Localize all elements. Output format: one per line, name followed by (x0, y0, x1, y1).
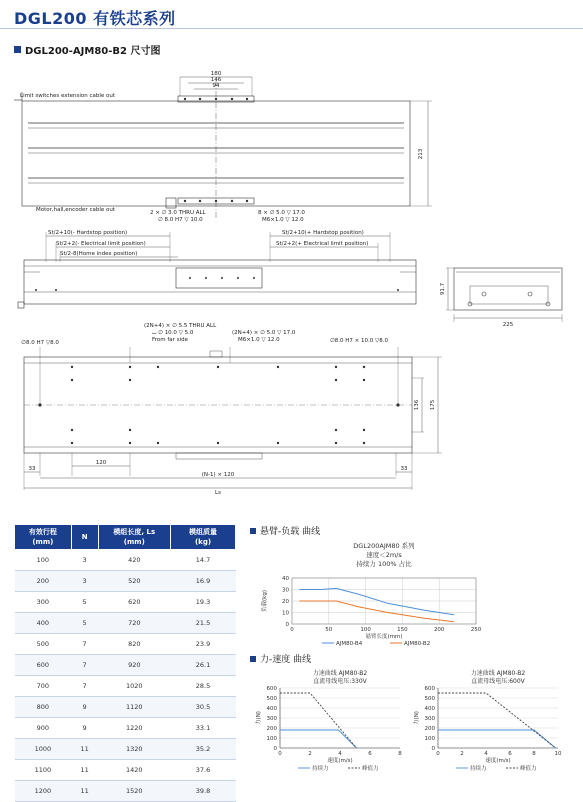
x-tick-label: 50 (325, 627, 333, 633)
table-row (15, 676, 236, 697)
title-divider (0, 28, 583, 29)
note-hole-1b: ∅ 8.0 H7 ▽ 10.0 (158, 217, 203, 223)
label-elec-left: St/2+2(- Electrical limit position) (56, 241, 146, 247)
dim-33-right: 33 (400, 466, 408, 472)
x-tick-label: 8 (398, 751, 402, 757)
x-axis-label: 速度(m/s) (327, 758, 353, 764)
dim-225: 225 (502, 322, 514, 328)
chart-subtitle: 速度＜2m/s (366, 551, 402, 559)
cantilever-heading (250, 524, 320, 537)
chart-subtitle: 持续力 100% 占比 (356, 560, 412, 568)
note-base-far-a: (2N+4) × ∅ 5.5 THRU ALL (144, 323, 217, 329)
y-tick-label: 200 (424, 726, 435, 732)
table-cell: 11 (71, 781, 98, 802)
table-cell: 30.5 (171, 697, 236, 718)
note-base-far-b: ⌴ ∅ 10.0 ▽ 5.0 (152, 330, 194, 336)
table-cell: 500 (15, 634, 72, 655)
y-tick-label: 300 (266, 716, 277, 722)
chart-title: DGL200AJM80 系列 (353, 542, 415, 550)
side-view-body (24, 260, 416, 304)
note-motor-cable: Motor,hall,encoder cable out (36, 207, 115, 213)
y-tick-label: 200 (266, 726, 277, 732)
x-tick-label: 250 (470, 627, 482, 633)
y-tick-label: 10 (282, 610, 289, 617)
force-speed-chart-600v (408, 666, 568, 774)
table-cell: 1320 (98, 739, 171, 760)
y-tick-label: 100 (266, 736, 277, 742)
force-speed-heading-text: 力-速度 曲线 (260, 655, 312, 665)
series-line (438, 730, 556, 748)
y-tick-label: 100 (424, 736, 435, 742)
x-tick-label: 0 (278, 751, 282, 757)
legend-label: 持续力 (312, 766, 329, 772)
table-row (15, 760, 236, 781)
table-row (15, 571, 236, 592)
x-axis-label: 速度(m/s) (485, 758, 511, 764)
chart-title: 力速曲线 AJM80-B2 (312, 670, 368, 677)
chart-subtitle: 直流母线电压:330V (313, 678, 367, 685)
square-bullet-icon (250, 528, 256, 534)
table-cell: 900 (15, 718, 72, 739)
col-mass: 模组质量 (kg) (171, 525, 236, 550)
table-row (15, 592, 236, 613)
legend-label: AJM80-B4 (336, 641, 363, 647)
table-row (15, 781, 236, 802)
table-cell: 1520 (98, 781, 171, 802)
note-base-left: ∅8.0 H7 ▽8.0 (21, 340, 59, 346)
table-cell: 720 (98, 613, 171, 634)
label-hardstop-left: St/2+10(- Hardstop position) (48, 230, 128, 236)
table-cell: 14.7 (171, 550, 236, 571)
series-line (438, 693, 556, 748)
x-tick-label: 2 (460, 751, 464, 757)
note-limit-cable: Limit switches extension cable out (20, 93, 116, 99)
table-cell: 100 (15, 550, 72, 571)
table-cell: 9 (71, 697, 98, 718)
table-cell: 1220 (98, 718, 171, 739)
dim-91-7: 91.7 (440, 282, 446, 296)
table-cell: 39.8 (171, 781, 236, 802)
y-tick-label: 20 (282, 599, 289, 605)
table-cell: 23.9 (171, 634, 236, 655)
table-cell: 3 (71, 550, 98, 571)
y-tick-label: 400 (266, 706, 277, 712)
table-cell: 28.5 (171, 676, 236, 697)
label-home: St/2-8(Home index position) (60, 251, 138, 257)
y-tick-label: 600 (424, 686, 435, 692)
x-tick-label: 0 (436, 751, 440, 757)
drawing-heading (14, 42, 160, 57)
table-cell: 21.5 (171, 613, 236, 634)
x-tick-label: 8 (532, 751, 536, 757)
legend-label: 峰值力 (362, 766, 379, 772)
table-cell: 1000 (15, 739, 72, 760)
table-cell: 520 (98, 571, 171, 592)
col-length: 模组长度, Ls (mm) (98, 525, 171, 550)
table-cell: 7 (71, 634, 98, 655)
dim-ls: Ls (215, 490, 221, 496)
table-cell: 400 (15, 613, 72, 634)
table-cell: 9 (71, 718, 98, 739)
note-base-mid-b: M6×1.0 ▽ 12.0 (238, 337, 280, 343)
cantilever-heading-text: 悬臂-负载 曲线 (260, 527, 321, 537)
table-cell: 33.1 (171, 718, 236, 739)
table-row (15, 613, 236, 634)
y-tick-label: 400 (424, 706, 435, 712)
label-elec-right: St/2+2(+ Electrical limit position) (276, 241, 369, 247)
dim-120: 120 (95, 460, 107, 466)
spec-table (14, 524, 236, 802)
table-cell: 1120 (98, 697, 171, 718)
table-row (15, 739, 236, 760)
label-hardstop-right: St/2+10(+ Hardstop position) (282, 230, 364, 236)
y-axis-label: 负载(kg) (262, 590, 268, 612)
table-cell: 800 (15, 697, 72, 718)
x-tick-label: 200 (433, 627, 445, 633)
series-line (280, 693, 357, 748)
table-cell: 1420 (98, 760, 171, 781)
table-cell: 1200 (15, 781, 72, 802)
dim-n-120: (N-1) × 120 (201, 472, 235, 478)
table-cell: 5 (71, 613, 98, 634)
legend-label: AJM80-B2 (404, 641, 431, 647)
page-title: DGL200 有铁芯系列 (14, 9, 176, 28)
table-cell: 300 (15, 592, 72, 613)
note-base-mid-a: (2N+4) × ∅ 5.0 ▽ 17.0 (232, 330, 296, 336)
table-row (15, 697, 236, 718)
y-tick-label: 0 (273, 746, 277, 752)
table-cell: 37.6 (171, 760, 236, 781)
force-speed-chart-330v (250, 666, 410, 774)
force-speed-heading (250, 652, 311, 665)
note-hole-1a: 2 × ∅ 3.0 THRU ALL (150, 210, 206, 216)
table-cell: 35.2 (171, 739, 236, 760)
dim-136: 136 (414, 399, 420, 411)
table-cell: 600 (15, 655, 72, 676)
table-row (15, 655, 236, 676)
y-axis-label: 力(N) (256, 711, 262, 725)
x-tick-label: 100 (360, 627, 371, 633)
table-cell: 11 (71, 760, 98, 781)
x-tick-label: 4 (484, 751, 488, 757)
y-tick-label: 500 (424, 696, 435, 702)
table-cell: 7 (71, 655, 98, 676)
note-base-right: ∅8.0 H7 × 10.0 ▽8.0 (330, 338, 388, 344)
legend-label: 持续力 (470, 766, 487, 772)
square-bullet-icon (14, 46, 21, 53)
table-cell: 16.9 (171, 571, 236, 592)
dim-180: 180 (210, 71, 222, 77)
dim-146: 146 (210, 77, 222, 83)
x-tick-label: 6 (508, 751, 512, 757)
legend-label: 峰值力 (520, 766, 537, 772)
table-cell: 820 (98, 634, 171, 655)
series-line (280, 730, 357, 748)
table-row (15, 634, 236, 655)
table-cell: 3 (71, 571, 98, 592)
x-tick-label: 150 (397, 627, 408, 633)
table-cell: 920 (98, 655, 171, 676)
square-bullet-icon (250, 656, 256, 662)
table-header-row (15, 525, 236, 550)
col-n: N (71, 525, 98, 550)
y-tick-label: 0 (285, 622, 289, 628)
x-tick-label: 6 (368, 751, 372, 757)
dim-33-left: 33 (28, 466, 36, 472)
x-tick-label: 2 (308, 751, 312, 757)
y-tick-label: 600 (266, 686, 277, 692)
dim-94: 94 (212, 83, 220, 89)
table-cell: 700 (15, 676, 72, 697)
chart-title: 力速曲线 AJM80-B2 (470, 670, 526, 677)
table-cell: 7 (71, 676, 98, 697)
y-tick-label: 300 (424, 716, 435, 722)
x-tick-label: 4 (338, 751, 342, 757)
y-tick-label: 0 (431, 746, 435, 752)
note-hole-2a: 8 × ∅ 5.0 ▽ 17.0 (258, 210, 305, 216)
x-tick-label: 10 (554, 751, 562, 757)
table-cell: 1020 (98, 676, 171, 697)
y-tick-label: 500 (266, 696, 277, 702)
table-cell: 26.1 (171, 655, 236, 676)
table-cell: 5 (71, 592, 98, 613)
dim-213: 213 (418, 148, 424, 160)
cantilever-chart (256, 538, 496, 650)
table-cell: 420 (98, 550, 171, 571)
table-row (15, 718, 236, 739)
note-base-far-c: From far side (152, 337, 188, 343)
table-cell: 200 (15, 571, 72, 592)
drawing-heading-text: DGL200-AJM80-B2 尺寸图 (25, 46, 161, 57)
end-view (446, 268, 562, 322)
x-tick-label: 0 (290, 627, 294, 633)
table-cell: 620 (98, 592, 171, 613)
y-axis-label: 力(N) (414, 711, 420, 725)
dim-175: 175 (430, 399, 436, 411)
table-cell: 11 (71, 739, 98, 760)
y-tick-label: 40 (282, 576, 289, 582)
col-stroke: 有效行程 (mm) (15, 525, 72, 550)
table-cell: 19.3 (171, 592, 236, 613)
y-tick-label: 30 (282, 587, 289, 594)
base-view (24, 347, 442, 490)
note-hole-2b: M6×1.0 ▽ 12.0 (262, 217, 304, 223)
chart-subtitle: 直流母线电压:600V (471, 678, 525, 685)
dimension-drawing (0, 60, 583, 505)
table-row (15, 550, 236, 571)
x-axis-label: 悬臂长度(mm) (365, 634, 403, 640)
table-cell: 1100 (15, 760, 72, 781)
